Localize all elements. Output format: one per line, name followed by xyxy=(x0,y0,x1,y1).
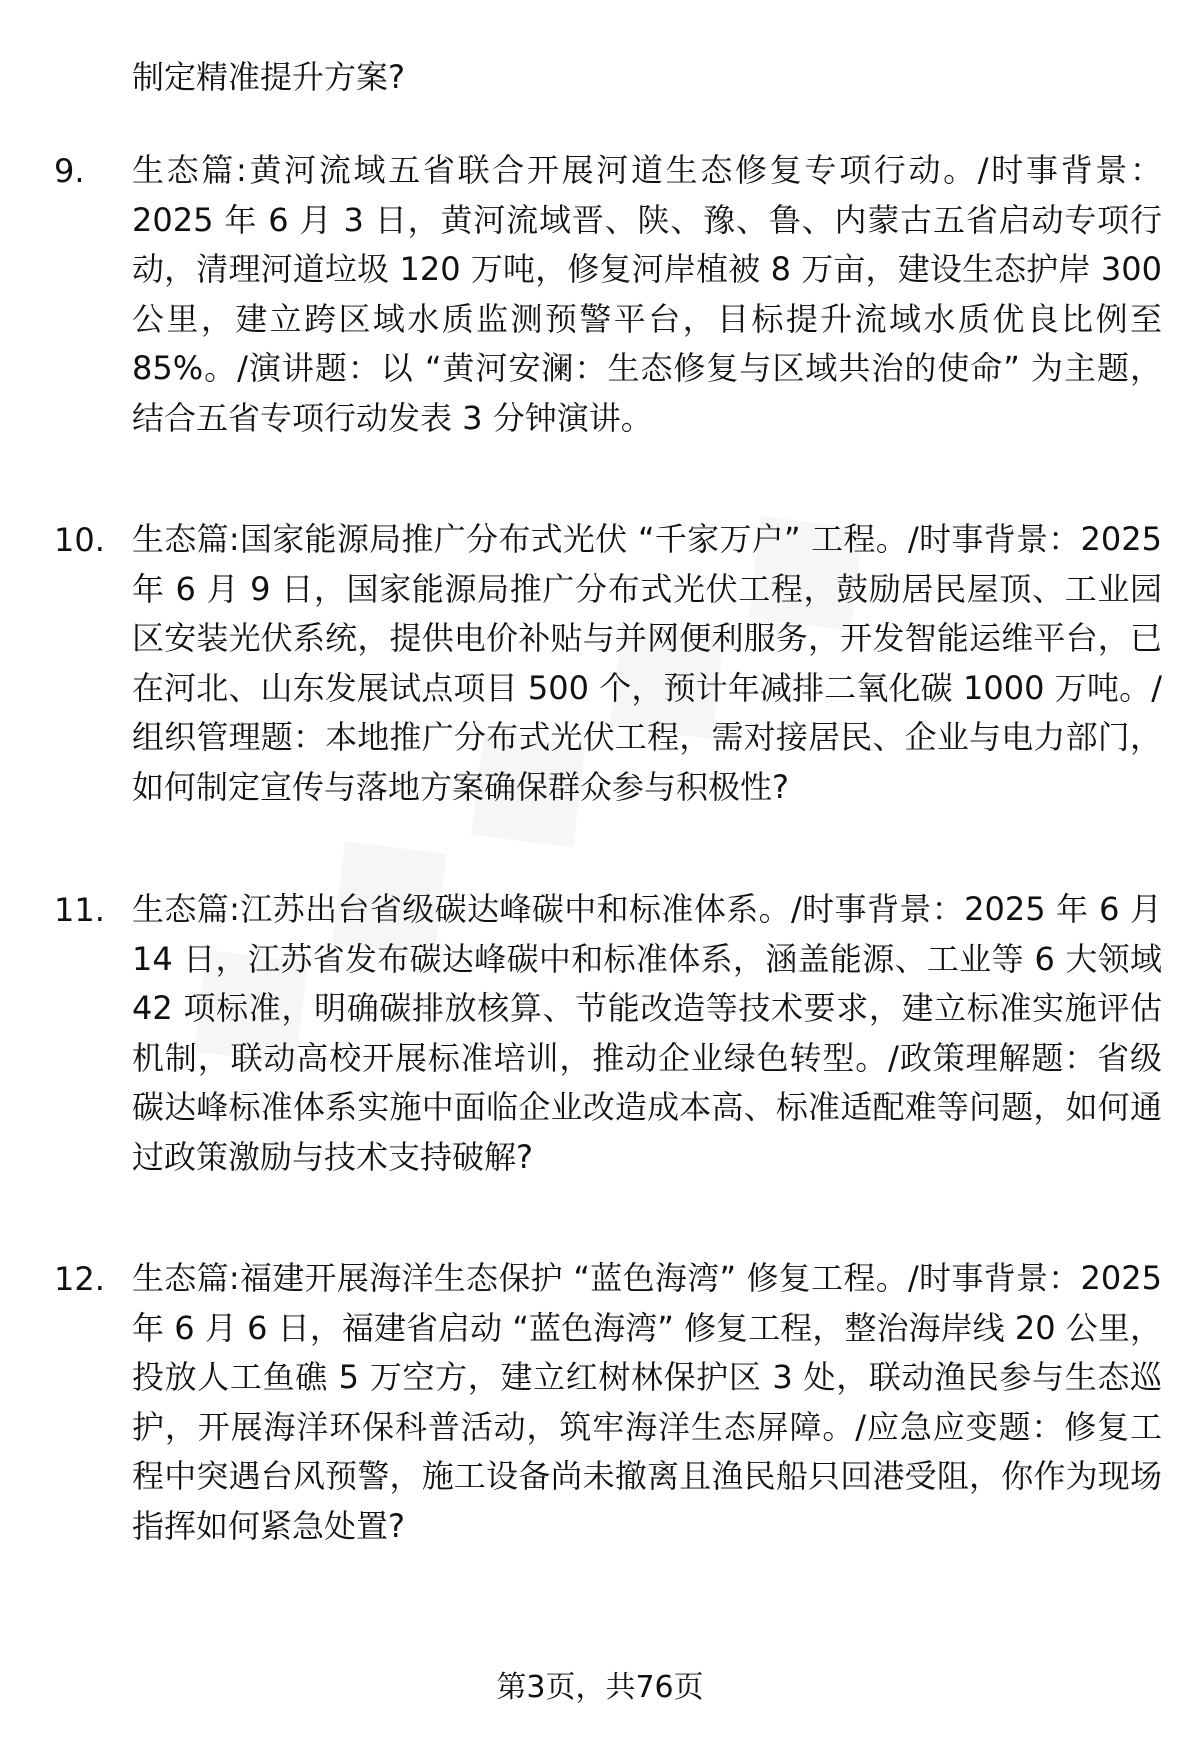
question-number: 11. xyxy=(54,891,105,929)
question-text: 生态篇:国家能源局推广分布式光伏 “千家万户” 工程。/时事背景：2025 年 6 月 9 日，国家能源局推广分布式光伏工程，鼓励居民屋顶、工业园区安装光伏系统，提供电价补贴与并网便利服务，开发智能运维平台，已在河北、山东发展试点项目 500 个，预计年减排二氧化碳 1000 万吨。/组织管理题：本地推广分布式光伏工程，需对接居民、企业与电力部门，如何制定宣传与落地方案确保群众参与积极性? xyxy=(132,520,1162,806)
question-number: 12. xyxy=(54,1260,105,1298)
question-text: 生态篇:福建开展海洋生态保护 “蓝色海湾” 修复工程。/时事背景：2025 年 6 月 6 日，福建省启动 “蓝色海湾” 修复工程，整治海岸线 20 公里，投放人工鱼礁 5 万空方，建立红树林保护区 3 处，联动渔民参与生态巡护，开展海洋环保科普活动，筑牢海洋生态屏障。/应急应变题：修复工程中突遇台风预警，施工设备尚未撤离且渔民船只回港受阻，你作为现场指挥如何紧急处置? xyxy=(132,1259,1162,1545)
question-text: 生态篇:江苏出台省级碳达峰碳中和标准体系。/时事背景：2025 年 6 月 14 日，江苏省发布碳达峰碳中和标准体系，涵盖能源、工业等 6 大领域 42 项标准，明确碳排放核算、节能改造等技术要求，建立标准实施评估机制，联动高校开展标准培训，推动企业绿色转型。/政策理解题：省级碳达峰标准体系实施中面临企业改造成本高、标准适配难等问题，如何通过政策激励与技术支持破解? xyxy=(132,890,1162,1176)
continuation-text: 制定精准提升方案? xyxy=(132,58,405,96)
question-number: 10. xyxy=(54,521,105,559)
page-footer: 第3页，共76页 xyxy=(496,1670,704,1705)
question-number: 9. xyxy=(54,152,85,190)
question-text: 生态篇:黄河流域五省联合开展河道生态修复专项行动。/时事背景：2025 年 6 月 3 日，黄河流域晋、陕、豫、鲁、内蒙古五省启动专项行动，清理河道垃圾 120 万吨，修复河岸植被 8 万亩，建设生态护岸 300 公里，建立跨区域水质监测预警平台，目标提升流域水质优良比例至 85%。/演讲题：以 “黄河安澜：生态修复与区域共治的使命” 为主题，结合五省专项行动发表 3 分钟演讲。 xyxy=(132,151,1162,437)
